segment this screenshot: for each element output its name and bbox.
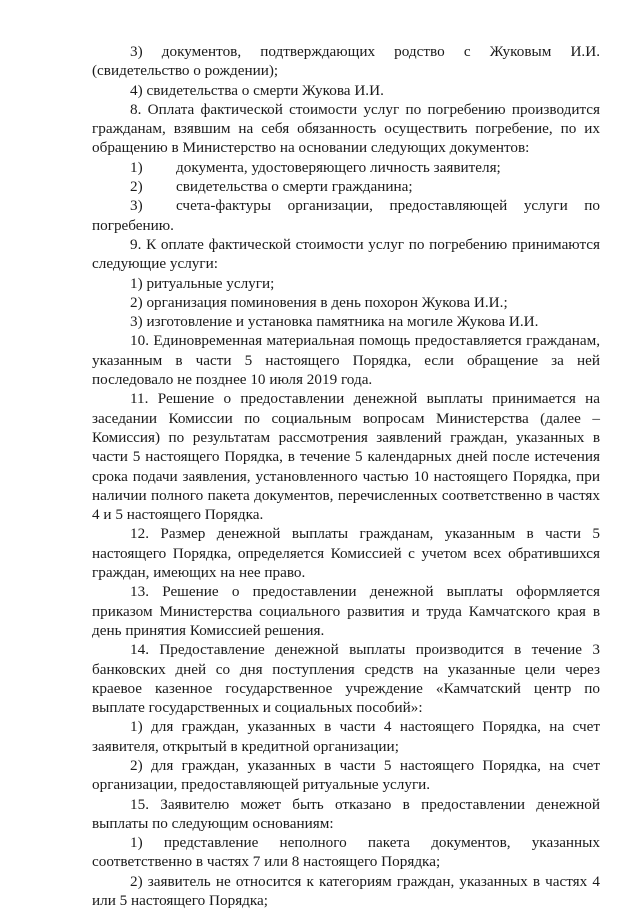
clause-11 (92, 389, 600, 524)
clause-15 (92, 795, 600, 834)
clause-9-item-1 (92, 274, 600, 293)
paragraph-text: 12. Размер денежной выплаты гражданам, указанным в части 5 настоящего Порядка, определяется Комиссией с учетом всех обратившихся граждан, имеющих на нее право. (92, 525, 600, 582)
clause-8-item-1 (92, 158, 600, 177)
paragraph-text: 1) представление неполного пакета документов, указанных соответственно в частях 7 или 8 настоящего Порядка; (92, 834, 600, 871)
document-page (92, 42, 600, 910)
clause-12 (92, 524, 600, 582)
clause-15-item-2 (92, 872, 600, 910)
clause-9-item-2 (92, 293, 600, 312)
paragraph-text: 1) для граждан, указанных в части 4 настоящего Порядка, на счет заявителя, открытый в кредитной организации; (92, 718, 600, 755)
clause-15-item-1 (92, 833, 600, 872)
paragraph-text: 2) для граждан, указанных в части 5 настоящего Порядка, на счет организации, предоставляющей ритуальные услуги. (92, 756, 600, 794)
paragraph-text: 2) заявитель не относится к категориям граждан, указанных в частях 4 или 5 настоящего Порядка; (92, 872, 600, 910)
clause-14 (92, 640, 600, 717)
clause-8-item-2 (92, 177, 600, 196)
clause-14-item-2 (92, 756, 600, 795)
clause-9 (92, 235, 600, 274)
list-item-documents-kinship (92, 42, 600, 81)
paragraph-text: 2) организация поминовения в день похорон Жукова И.И.; (130, 293, 508, 311)
paragraph-text: 1) ритуальные услуги; (130, 274, 275, 292)
clause-9-item-3 (92, 312, 600, 331)
paragraph-text: 9. К оплате фактической стоимости услуг по погребению принимаются следующие услуги: (92, 235, 600, 273)
paragraph-text: документа, удостоверяющего личность заявителя; (176, 158, 501, 176)
paragraph-text: 15. Заявителю может быть отказано в предоставлении денежной выплаты по следующим основаниям: (92, 795, 600, 832)
paragraph-text: 11. Решение о предоставлении денежной выплаты принимается на заседании Комиссии по социальным вопросам Министерства (далее – Комиссия) по результатам рассмотрения заявлений граждан, указанных в части 5 настоящего Порядка, в течение 5 календарных дней после истечения срока подачи заявления, установленного частью 10 настоящего Порядка, при наличии полного пакета документов, перечисленных соответственно в частях 4 и 5 настоящего Порядка. (92, 390, 600, 524)
paragraph-text: 14. Предоставление денежной выплаты производится в течение 3 банковских дней со дня поступления средств на указанные цели через краевое казенное государственное учреждение «Камчатский центр по выплате государственных и социальных пособий»: (92, 641, 600, 717)
paragraph-text: счета-фактуры организации, предоставляющей услуги по погребению. (92, 197, 600, 234)
paragraph-text: 10. Единовременная материальная помощь предоставляется гражданам, указанным в части 5 настоящего Порядка, если обращение за ней последовало не позднее 10 июля 2019 года. (92, 332, 600, 389)
paragraph-text: 13. Решение о предоставлении денежной выплаты оформляется приказом Министерства социального развития и труда Камчатского края в день принятия Комиссией решения. (92, 583, 600, 639)
item-number: 2) (130, 178, 143, 196)
paragraph-text: 8. Оплата фактической стоимости услуг по погребению производится гражданам, взявшим на себя обязанность осуществить погребение, по их обращению в Министерство на основании следующих документов: (92, 100, 600, 157)
paragraph-text: 3) изготовление и установка памятника на могиле Жукова И.И. (130, 313, 539, 331)
paragraph-text: 3) документов, подтверждающих родство с Жуковым И.И. (свидетельство о рождении); (92, 43, 600, 80)
item-number: 1) (130, 158, 143, 176)
clause-10 (92, 331, 600, 389)
list-item-death-certificate-zhukov (92, 81, 600, 100)
clause-13 (92, 582, 600, 640)
paragraph-text: 4) свидетельства о смерти Жукова И.И. (130, 81, 384, 99)
clause-14-item-1 (92, 717, 600, 756)
clause-8 (92, 100, 600, 158)
item-number: 3) (130, 197, 143, 215)
clause-8-item-3 (92, 196, 600, 235)
paragraph-text: свидетельства о смерти гражданина; (176, 178, 413, 196)
